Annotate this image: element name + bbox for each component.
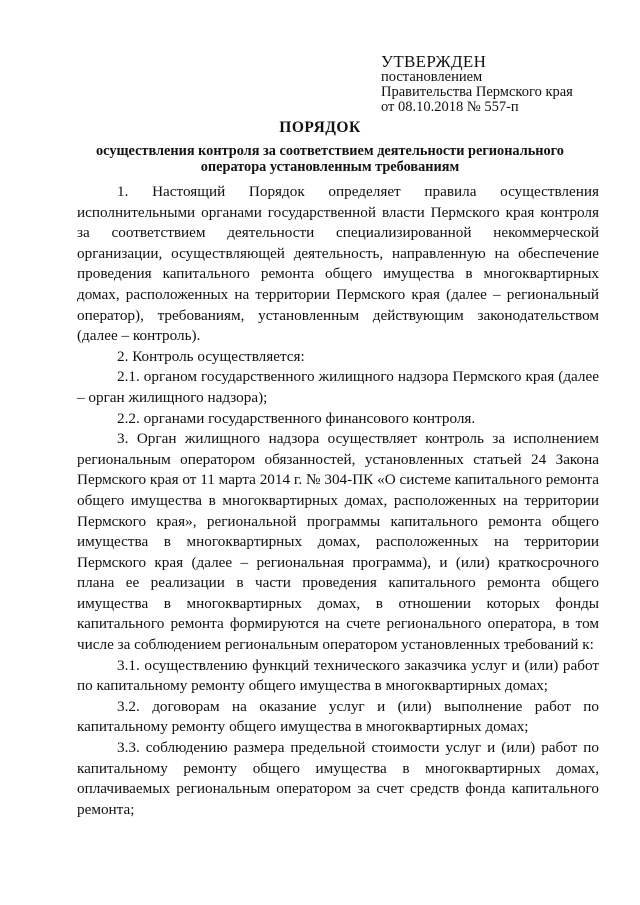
approval-line-3: от 08.10.2018 № 557-п bbox=[381, 99, 519, 115]
document-body bbox=[77, 182, 599, 820]
approval-line-1: постановлением bbox=[381, 69, 483, 85]
approval-stamp bbox=[381, 53, 573, 115]
subtitle-line-2: оператора установленным требованиям bbox=[200, 159, 460, 175]
paragraph-2: 2. Контроль осуществляется: bbox=[117, 347, 305, 365]
paragraph-3-2: 3.2. договорам на оказание услуг и (или) выполнение работ по капитальному ремонту общего имущества в многоквартирных домах; bbox=[77, 697, 599, 736]
paragraph-3-3: 3.3. соблюдению размера предельной стоимости услуг и (или) работ по капитальному ремонту общего имущества в многоквартирных домах, оплачиваемых региональным оператором за счет средств фонда капитального ремонта; bbox=[77, 739, 599, 818]
paragraph-3-1: 3.1. осуществлению функций технического заказчика услуг и (или) работ по капитальному ремонту общего имущества в многоквартирных домах; bbox=[77, 656, 599, 695]
paragraph-3: 3. Орган жилищного надзора осуществляет контроль за исполнением региональным оператором обязанностей, установленных статьей 24 Закона Пермского края от 11 марта 2014 г. № 304-ПК «О системе капитального ремонта общего имущества в многоквартирных домах, расположенных на территории Пермского края», региональной программы капитального ремонта общего имущества в многоквартирных домах, расположенных на территории Пермского края (далее – региональная программа), и (или) краткосрочного плана ее реализации в части проведения капитального ремонта общего имущества в многоквартирных домах, в отношении которых фонды капитального ремонта формируются на счете регионального оператора, в том числе за соблюдением региональным оператором установленных требований к: bbox=[77, 430, 599, 654]
approval-heading: УТВЕРЖДЕН bbox=[381, 52, 487, 71]
approval-line-2: Правительства Пермского края bbox=[381, 84, 573, 100]
paragraph-2-2: 2.2. органами государственного финансового контроля. bbox=[117, 409, 476, 427]
document-title: ПОРЯДОК bbox=[279, 119, 361, 136]
paragraph-1: 1. Настоящий Порядок определяет правила осуществления исполнительными органами государственной власти Пермского края контроля за соответствием деятельности специализированной некоммерческой организации, осуществляющей деятельность, направленную на обеспечение проведения капитального ремонта общего имущества в многоквартирных домах, расположенных на территории Пермского края (далее – региональный оператор), требованиям, установленным действующим законодательством (далее – контроль). bbox=[77, 183, 599, 345]
subtitle-line-1: осуществления контроля за соответствием деятельности регионального bbox=[96, 143, 564, 159]
paragraph-2-1: 2.1. органом государственного жилищного надзора Пермского края (далее – орган жилищного надзора); bbox=[77, 368, 599, 406]
document-subtitle bbox=[70, 143, 590, 175]
